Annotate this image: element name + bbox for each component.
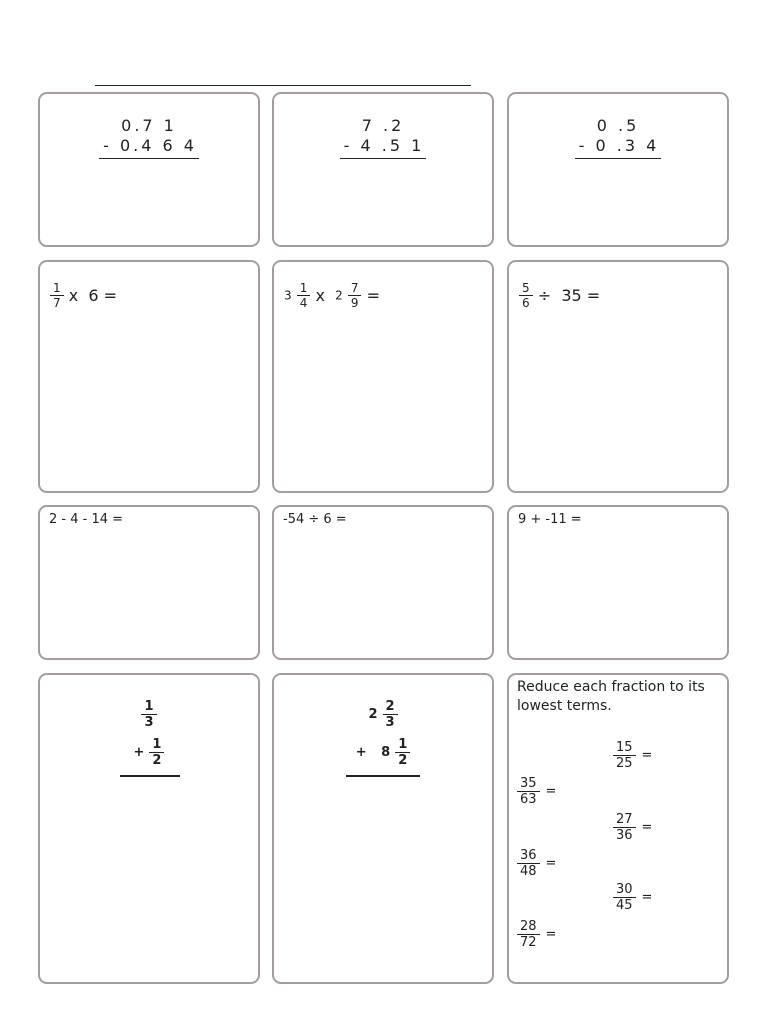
equals: = <box>366 286 380 305</box>
reduce-fraction-item <box>613 883 652 912</box>
fraction-expression <box>284 282 380 309</box>
operator: ÷ <box>537 286 552 305</box>
fraction <box>519 282 533 309</box>
denominator: 25 <box>613 755 636 770</box>
sum-line <box>346 775 420 777</box>
integer-expression: 9 + -11 = <box>518 512 582 527</box>
minuend: 0 .5 <box>596 116 640 135</box>
denominator: 63 <box>517 791 540 806</box>
integer-expression: 2 - 4 - 14 = <box>49 512 124 527</box>
subtrahend: - 0.4 6 4 <box>99 136 199 159</box>
addend-row <box>40 733 258 771</box>
problem-box-decimal-1 <box>38 92 260 247</box>
decimal-subtraction <box>509 116 727 159</box>
whole-number: 8 <box>381 744 391 760</box>
addend-row <box>274 695 492 733</box>
denominator: 3 <box>141 714 156 729</box>
problem-box-integer-1 <box>38 505 260 660</box>
fraction <box>517 920 540 949</box>
subtrahend: - 4 .5 1 <box>340 136 427 159</box>
numerator: 35 <box>520 776 537 791</box>
denominator: 72 <box>517 934 540 949</box>
sum-line <box>120 775 180 777</box>
subtrahend: - 0 .3 4 <box>575 136 662 159</box>
fraction-addition <box>40 695 258 771</box>
fraction <box>383 700 398 729</box>
denominator: 45 <box>613 897 636 912</box>
operand: 35 <box>561 286 582 305</box>
numerator: 1 <box>53 281 61 295</box>
problem-box-fraction-add-2 <box>272 673 494 984</box>
plus-sign: + <box>133 744 145 760</box>
reduce-instructions: Reduce each fraction to its lowest terms. <box>517 679 705 714</box>
integer-expression: -54 ÷ 6 = <box>283 512 347 527</box>
numerator: 1 <box>299 281 308 295</box>
equals: = <box>545 856 557 871</box>
fraction <box>395 738 410 767</box>
equals: = <box>641 820 653 835</box>
denominator: 9 <box>348 295 362 309</box>
denominator: 2 <box>395 752 410 767</box>
operand: 6 <box>88 286 99 305</box>
reduce-fraction-item <box>517 920 556 949</box>
problem-box-decimal-2 <box>272 92 494 247</box>
numerator: 1 <box>152 736 162 752</box>
fraction-expression <box>50 282 117 309</box>
numerator: 36 <box>520 848 537 863</box>
denominator: 2 <box>149 752 164 767</box>
denominator: 6 <box>519 295 533 309</box>
minuend: 0.7 1 <box>121 116 177 135</box>
whole-number: 3 <box>284 288 292 303</box>
reduce-fraction-item <box>517 849 556 878</box>
fraction <box>141 700 156 729</box>
whole-number: 2 <box>368 706 378 722</box>
fraction <box>297 282 311 309</box>
numerator: 7 <box>350 281 359 295</box>
reduce-fraction-item <box>613 741 652 770</box>
problem-box-reduce-fractions <box>507 673 729 984</box>
fraction <box>613 883 636 912</box>
fraction <box>517 849 540 878</box>
addend-row <box>40 695 258 733</box>
problem-box-integer-2 <box>272 505 494 660</box>
problem-box-fraction-divide <box>507 260 729 493</box>
numerator: 2 <box>385 698 395 714</box>
fraction-expression <box>519 282 600 309</box>
denominator: 48 <box>517 863 540 878</box>
denominator: 4 <box>297 295 311 309</box>
numerator: 15 <box>616 740 633 755</box>
equals: = <box>103 286 118 305</box>
numerator: 1 <box>144 698 154 714</box>
decimal-subtraction <box>274 116 492 159</box>
fraction-addition <box>274 695 492 771</box>
problem-box-fraction-multiply-1 <box>38 260 260 493</box>
problem-box-fraction-add-1 <box>38 673 260 984</box>
numerator: 28 <box>520 919 537 934</box>
numerator: 5 <box>522 281 530 295</box>
fraction <box>613 741 636 770</box>
equals: = <box>641 890 653 905</box>
fraction <box>348 282 362 309</box>
fraction <box>149 738 164 767</box>
equals: = <box>545 927 557 942</box>
problem-box-integer-3 <box>507 505 729 660</box>
operator: x <box>68 286 79 305</box>
whole-number: 2 <box>335 288 343 303</box>
addend-row <box>274 733 492 771</box>
equals: = <box>586 286 601 305</box>
plus-sign: + <box>355 744 367 760</box>
name-line <box>95 85 471 86</box>
denominator: 3 <box>383 714 398 729</box>
numerator: 1 <box>398 736 408 752</box>
problem-box-fraction-multiply-2 <box>272 260 494 493</box>
minuend: 7 .2 <box>361 116 405 135</box>
equals: = <box>641 748 653 763</box>
denominator: 7 <box>50 295 64 309</box>
equals: = <box>545 784 557 799</box>
denominator: 36 <box>613 827 636 842</box>
numerator: 30 <box>616 882 633 897</box>
reduce-fraction-item <box>517 777 556 806</box>
operator: x <box>315 286 325 305</box>
fraction <box>50 282 64 309</box>
fraction <box>613 813 636 842</box>
problem-box-decimal-3 <box>507 92 729 247</box>
decimal-subtraction <box>40 116 258 159</box>
fraction <box>517 777 540 806</box>
numerator: 27 <box>616 812 633 827</box>
reduce-fraction-item <box>613 813 652 842</box>
